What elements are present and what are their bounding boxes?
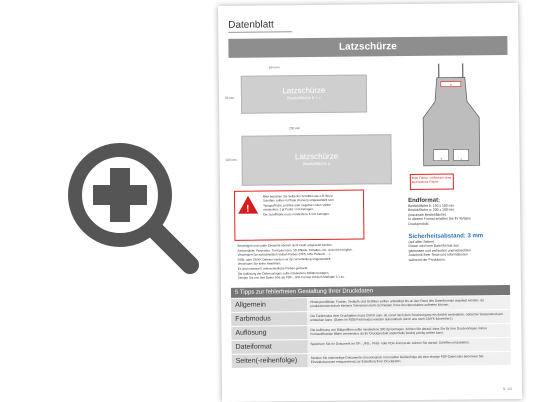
tip-text: Senden Sie mehrseitige Dokumente chronologisch in korrekter Reihenfolge als eine einzige PDF-Datei oder benennen Sie Einzeldokumente entsprechend zur Erstellung Ihrer Druckdaten.: [308, 352, 511, 367]
warning-line: Schriften sollten in Pfade (Kurven) umgewandelt sein: [263, 198, 334, 203]
product-title-banner: Latzschürze: [228, 36, 507, 58]
dim-bottom-height: 100 mm: [225, 157, 237, 162]
tip-text: Speichern Sie Ihr Dokument im TIF-, JPG-, PNG- oder PDF-Format ab. Achten Sie darauf, Schriften einzubetten.: [308, 338, 511, 353]
apron-mark-c: c: [460, 156, 463, 161]
exclamation-icon: !: [246, 203, 250, 215]
page-number: S. 1/2: [502, 386, 513, 392]
tip-text: Die Farbmodus Ihrer Druckdaten muss CMYK sein, da sonst nach dem Druckvorgang ein (leicht) veränderter, optischer Gesamteindruck entstehen kann. (Daten im RGB-Farbmodus werden automatisch durch uns nach CMYK konvertiert.): [307, 310, 510, 325]
tips-heading: 5 Tipps zur fehlerfreien Gestaltung Ihrer Druckdaten: [231, 285, 510, 298]
spec-line: In diesem Format erhalten Sie Ihr fertiges: [408, 216, 471, 222]
note-item: Verwenden Sie ausschließlich Vollton-Farben (HKS, RAL Pantone, ...): [237, 252, 331, 257]
tip-text: Die Auflösung von Bildgrafiken sollte mindestens 300 dpi betragen. Achten Sie darauf, dass Sie für Ihre Druckvorlagen immer hochauflösende Bilder verwenden, da Ihr Druckprodukt andernfalls (leicht) pixelig wirken kann.: [307, 324, 510, 339]
zoom-in-magnifier-icon[interactable]: [55, 130, 205, 280]
format-specs: [408, 197, 509, 262]
sample-box-a-subtitle: Bestickfläche a: [303, 160, 331, 167]
datasheet-label: Datenblatt: [228, 19, 292, 33]
warning-line: Typografische, positive oder negative Linien sollten: [263, 202, 331, 208]
warning-line: Bitte beachten Sie Seitlertus Schriften wie z.B. Brust: [262, 193, 333, 199]
safety-line: gemessen und verhindert unerwünschten: [408, 248, 471, 253]
spec-line: Bestickfläche b: 150 x 100 mm: [408, 203, 455, 209]
note-item: Beachtigen und runde Elemente können nicht exakt umgesetzt werden.: [237, 242, 333, 248]
datasheet-page: [218, 3, 522, 402]
no-print-area-legend: Rote Fläche: ist Bereich ohne bedruckbare Fläche: [410, 174, 454, 190]
safety-line: Dieser wird vom Datenformat aus: [408, 243, 459, 249]
warning-box: [234, 189, 365, 240]
note-item: Die Auflösung der Datenvorlagen sollte mindestens 300dpi betragen.: [237, 270, 330, 276]
sample-box-bc: [241, 74, 367, 113]
tip-label: Auflösung: [231, 326, 307, 340]
safety-line: während der Produktion.: [408, 257, 446, 262]
dim-top-width: 164 mm: [268, 65, 280, 70]
safety-margin-title: Sicherheitsabstand: 3 mm: [408, 233, 484, 241]
tips-table: [231, 296, 511, 369]
dim-bottom-width: 200 mm: [289, 126, 301, 131]
note-item: Senden Sie uns Ihre Daten bitte als PDF-, JPG-Format mit dem Maßstab 1:1 zu.: [237, 274, 345, 280]
apron-mark-a: a: [449, 82, 452, 87]
tip-text: Hintergrundbilder, Farben, Verläufe und Grafiken sollten unbedingt bis an den Rand des Datenformats angelegt werden, da produktionstechnisch kleinere Toleranzen beim Schneiden Ihres Druckproduktes auftreten können.: [307, 296, 510, 311]
print-notes: [237, 242, 367, 280]
spec-line: Druckprodukt.: [408, 221, 430, 226]
safety-line: (auf allen Seiten): [408, 239, 435, 245]
sample-box-bc-subtitle: Bestickfläche b + c: [287, 94, 321, 101]
note-item: Farbverläufe, Farbraster, Transparenzen, 3D-Effekte, Schatten, etc. sind nicht möglich.: [237, 247, 353, 253]
tip-label: Dateiformat: [232, 340, 308, 354]
spec-line: (maximale Bestickfläche): [408, 212, 446, 217]
tip-label: Farbmodus: [231, 312, 307, 326]
warning-text: [263, 194, 359, 217]
tip-label: Allgemein: [231, 298, 307, 312]
apron-mark-b: b: [440, 156, 443, 161]
note-item: RGB- oder CMYK-Dateien werden vor der Verarbeitung umgewandelt.: [237, 256, 332, 262]
warning-line: Die Schrifthöhe muss mindestens 6 mm betragen.: [263, 211, 330, 217]
apron-illustration: [419, 61, 484, 170]
warning-line: mindestens 1 pt Punkt / mm betragen.: [263, 207, 314, 212]
spec-line: Bestickfläche a: 200 x 100 mm: [408, 207, 455, 213]
note-item: Verwenden Sie keine Haarlinien.: [237, 261, 282, 267]
table-row: [232, 352, 511, 369]
note-item: Es wird maximal 5 unterschiedliche Farben gedruckt.: [237, 266, 309, 271]
sample-box-a-title: Latzschürze: [294, 151, 339, 162]
sample-box-a: [241, 134, 392, 186]
tip-label: Seiten(-reihenfolge): [232, 354, 308, 368]
safety-line: Anschnitt Ihrer Texte und Informationen: [408, 252, 468, 258]
sample-box-bc-title: Latzschürze: [282, 85, 326, 96]
spec-title: Endformat:: [408, 197, 441, 205]
dim-top-height: 52 mm: [224, 95, 235, 100]
